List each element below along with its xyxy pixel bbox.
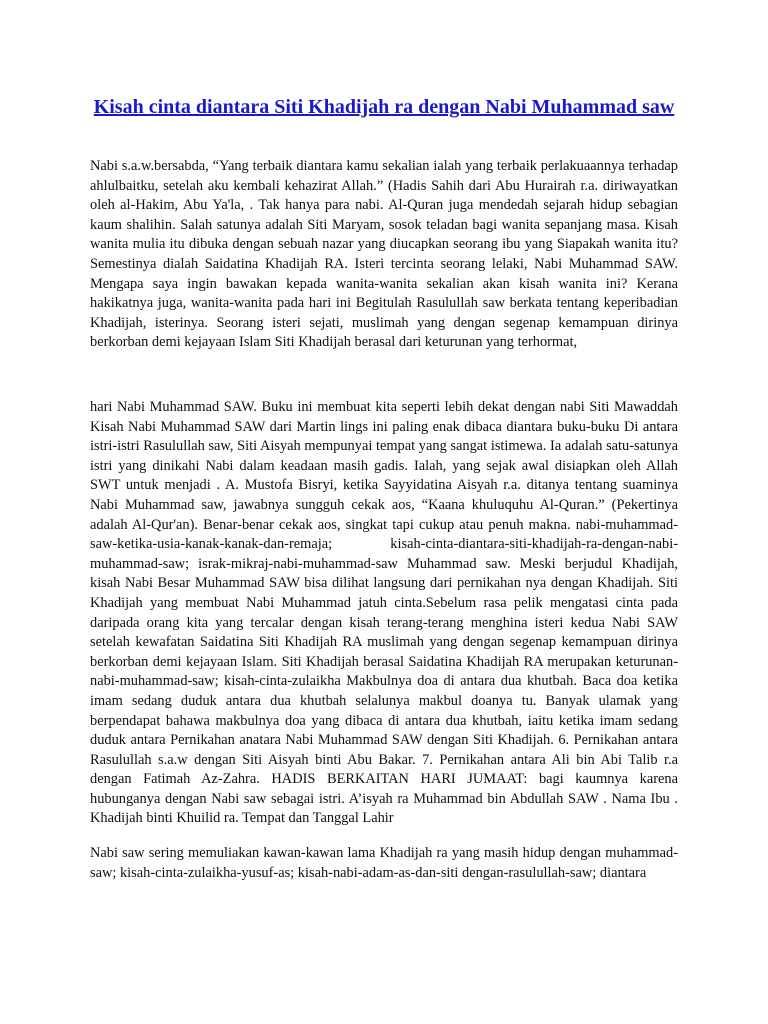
article-paragraph-1: Nabi s.a.w.bersabda, “Yang terbaik diantara kamu sekalian ialah yang terbaik perlakuaannya terhadap ahlulbaitku, setelah aku kembali kehazirat Allah.” (Hadis Sahih dari Abu Hurairah r.a. diriwayatkan oleh al-Hakim, Abu Ya'la, . Tak hanya para nabi. Al-Quran juga mendedah sejarah hidup sebagian kaum shalihin. Salah satunya adalah Siti Maryam, sosok teladan bagi wanita sepanjang masa. Kisah wanita mulia itu dibuka dengan sebuah nazar yang diucapkan seorang ibu yang Siapakah wanita itu? Semestinya dialah Saidatina Khadijah RA. Isteri tercinta seorang lelaki, Nabi Muhammad SAW. Mengapa saya ingin bawakan kepada wanita-wanita sekalian akan kisah wanita ini? Kerana hakikatnya juga, wanita-wanita pada hari ini Begitulah Rasulullah saw berkata tentang keperibadian Khadijah, isterinya. Seorang isteri sejati, muslimah yang dengan segenap kemampuan dirinya berkorban demi kejayaan Islam Siti Khadijah berasal dari keturunan yang terhormat, — [90, 158, 678, 351]
article-paragraph-3: Nabi saw sering memuliakan kawan-kawan lama Khadijah ra yang masih hidup dengan muhammad-saw; kisah-cinta-zulaikha-yusuf-as; kisah-nabi-adam-as-dan-siti dengan-rasulullah-saw; diantara — [90, 845, 678, 881]
article-paragraph-2: hari Nabi Muhammad SAW. Buku ini membuat kita seperti lebih dekat dengan nabi Siti Mawaddah Kisah Nabi Muhammad SAW dari Martin lings ini paling enak dibaca diantara buku-buku Di antara istri-istri Rasulullah saw, Siti Aisyah mempunyai tempat yang sangat istimewa. Ia adalah satu-satunya istri yang dinikahi Nabi dalam keadaan masih gadis. Ialah, yang sejak awal disiapkan oleh Allah SWT untuk menjadi . A. Mustofa Bisryi, ketika Sayyidatina Aisyah r.a. ditanya tentang suaminya Nabi Muhammad saw, jawabnya sungguh cekak aos, “Kaana khuluquhu Al-Quran.” (Pekertinya adalah Al-Qur'an). Benar-benar cekak aos, singkat tapi cukup atau penuh makna. nabi-muhammad-saw-ketika-usia-kanak-kanak-dan-remaja; kisah-cinta-diantara-siti-khadijah-ra-dengan-nabi-muhammad-saw; israk-mikraj-nabi-muhammad-saw Muhammad saw. Meski berjudul Khadijah, kisah Nabi Besar Muhammad SAW bisa dilihat langsung dari pernikahan nya dengan Khadijah. Siti Khadijah yang membuat Nabi Muhammad jatuh cinta.Sebelum rasa pelik mengatasi cinta pada daripada orang kita yang tercalar dengan kisah terang-terang menghina isteri kedua Nabi SAW setelah kewafatan Saidatina Siti Khadijah RA muslimah yang dengan segenap kemampuan dirinya berkorban demi kejayaan Islam. Siti Khadijah berasal Saidatina Khadijah RA merupakan keturunan-nabi-muhammad-saw; kisah-cinta-zulaikha Makbulnya doa di antara dua khutbah. Baca doa ketika imam sedang duduk antara dua khutbah selalunya makbul doanya tu. Banyak ulamak yang berpendapat bahawa makbulnya doa yang dibaca di antara dua khutbah, iaitu ketika imam sedang duduk antara Pernikahan anatara Nabi Muhammad SAW dengan Siti Khadijah. 6. Pernikahan antara Rasulullah s.a.w dengan Siti Aisyah binti Abu Bakar. 7. Pernikahan antara Ali bin Abi Talib r.a dengan Fatimah Az-Zahra. HADIS BERKAITAN HARI JUMAAT: bagi kaumnya karena hubunganya dengan Nabi saw sebagai istri. A’isyah ra Muhammad bin Abdullah SAW . Nama Ibu . Khadijah binti Khuilid ra. Tempat dan Tanggal Lahir — [90, 399, 678, 827]
article-title[interactable]: Kisah cinta diantara Siti Khadijah ra dengan Nabi Muhammad saw — [93, 96, 675, 118]
